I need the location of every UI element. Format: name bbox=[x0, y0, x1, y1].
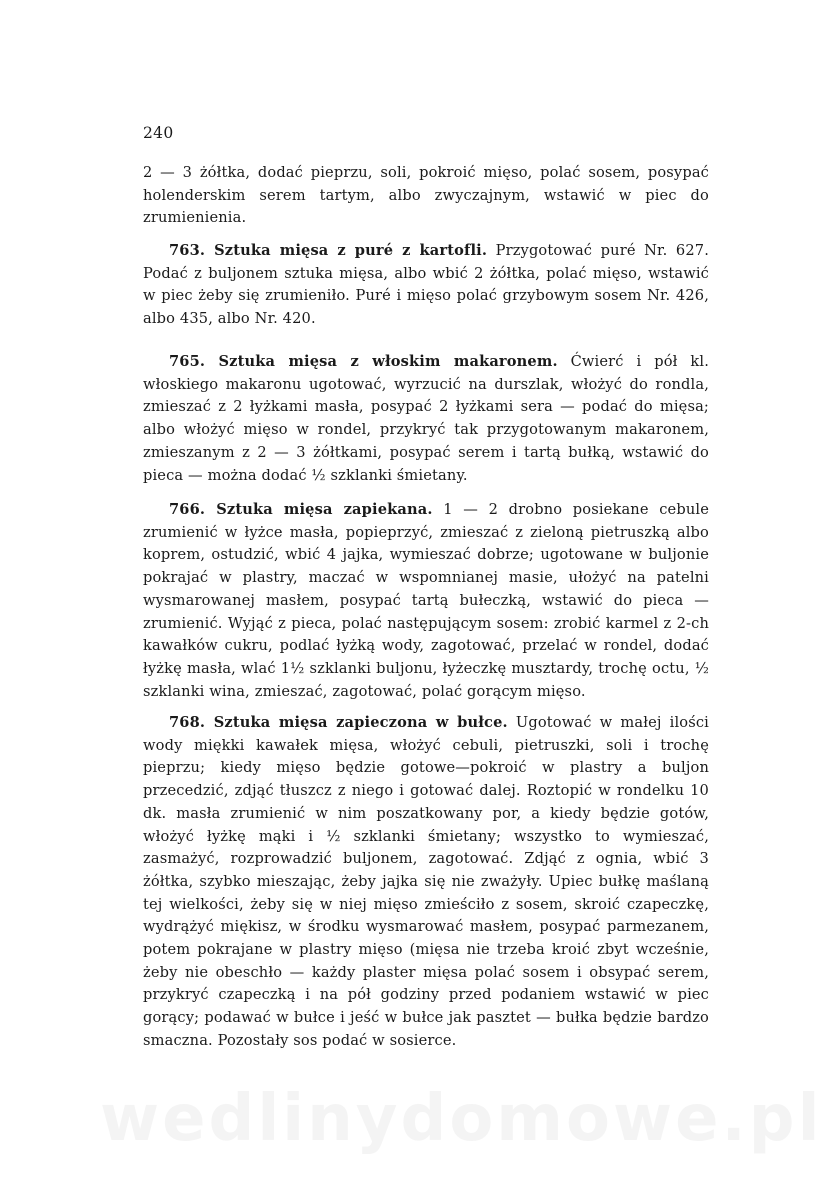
recipe-765 bbox=[143, 351, 709, 487]
recipe-body: Ćwierć i pół kl. włoskiego makaronu ugotować, wyrzucić na durszlak, włożyć do rondla, zmieszać z 2 łyżkami masła, posypać 2 łyżkami sera — podać do mięsa; albo włożyć mięso w rondel, przykryć tak przygotowanym makaronem, zmieszanym z 2 — 3 żółtkami, posypać serem i tartą bułką, wstawić do pieca — można dodać ½ szklanki śmietany. bbox=[143, 353, 710, 484]
recipe-768 bbox=[143, 712, 709, 1053]
watermark: wedlinydomowe.pl bbox=[100, 1082, 823, 1156]
recipe-body: Ugotować w małej ilości wody miękki kawałek mięsa, włożyć cebuli, pietruszki, soli i trochę pieprzu; kiedy mięso będzie gotowe—pokroić w plastry a buljon przecedzić, zdjąć tłuszcz z niego i gotować dalej. Roztopić w rondelku 10 dk. masła zrumienić w nim poszatkowany por, a kiedy będzie gotów, włożyć łyżkę mąki i ½ szklanki śmietany; wszystko to wymieszać, zasmażyć, rozprowadzić buljonem, zagotować. Zdjąć z ognia, wbić 3 żółtka, szybko mieszając, żeby jajka się nie zważyły. Upiec bułkę maślaną tej wielkości, żeby się w niej mięso zmieściło z sosem, skroić czapeczkę, wydrążyć miękisz, w środku wysmarować masłem, posypać parmezanem, potem pokrajane w plastry mięso (mięsa nie trzeba kroić zbyt wcześnie, żeby nie obeschło — każdy plaster mięsa polać sosem i obsypać serem, przykryć czapeczką i na pół godziny przed podaniem wstawić w piec gorący; podawać w bułce i jeść w bułce jak pasztet — bułka będzie bardzo smaczna. Pozostały sos podać w sosierce. bbox=[143, 714, 710, 1049]
recipe-title: 765. Sztuka mięsa z włoskim makaronem. bbox=[169, 353, 558, 370]
recipe-body: Przygotować puré Nr. 627. Podać z buljonem sztuka mięsa, albo wbić 2 żółtka, polać mięso, wstawić w piec żeby się zrumieniło. Puré i mięso polać grzybowym sosem Nr. 426, albo 435, albo Nr. 420. bbox=[143, 242, 709, 328]
page-number: 240 bbox=[143, 124, 174, 142]
recipe-763 bbox=[143, 240, 709, 331]
recipe-title: 766. Sztuka mięsa zapiekana. bbox=[169, 501, 433, 518]
continuation-paragraph: 2 — 3 żółtka, dodać pieprzu, soli, pokroić mięso, polać sosem, posypać holenderskim serem tartym, albo zwyczajnym, wstawić w piec do zrumienienia. bbox=[143, 164, 709, 227]
recipe-766 bbox=[143, 499, 709, 703]
recipe-title: 768. Sztuka mięsa zapieczona w bułce. bbox=[169, 714, 508, 731]
recipe-title: 763. Sztuka mięsa z puré z kartofli. bbox=[169, 242, 488, 259]
recipe-body: 1 — 2 drobno posiekane cebule zrumienić w łyżce masła, popieprzyć, zmieszać z zieloną pietruszką albo koprem, ostudzić, wbić 4 jajka, wymieszać dobrze; ugotowane w buljonie pokrajać w plastry, maczać w wspomnianej masie, ułożyć na patelni wysmarowanej masłem, posypać tartą bułeczką, wstawić do pieca — zrumienić. Wyjąć z pieca, polać następującym sosem: zrobić karmel z 2-ch kawałków cukru, podlać łyżką wody, zagotować, przelać w rondel, dodać łyżkę masła, wlać 1½ szklanki buljonu, łyżeczkę musztardy, trochę octu, ½ szklanki wina, zmieszać, zagotować, polać gorącym mięso. bbox=[143, 501, 709, 700]
